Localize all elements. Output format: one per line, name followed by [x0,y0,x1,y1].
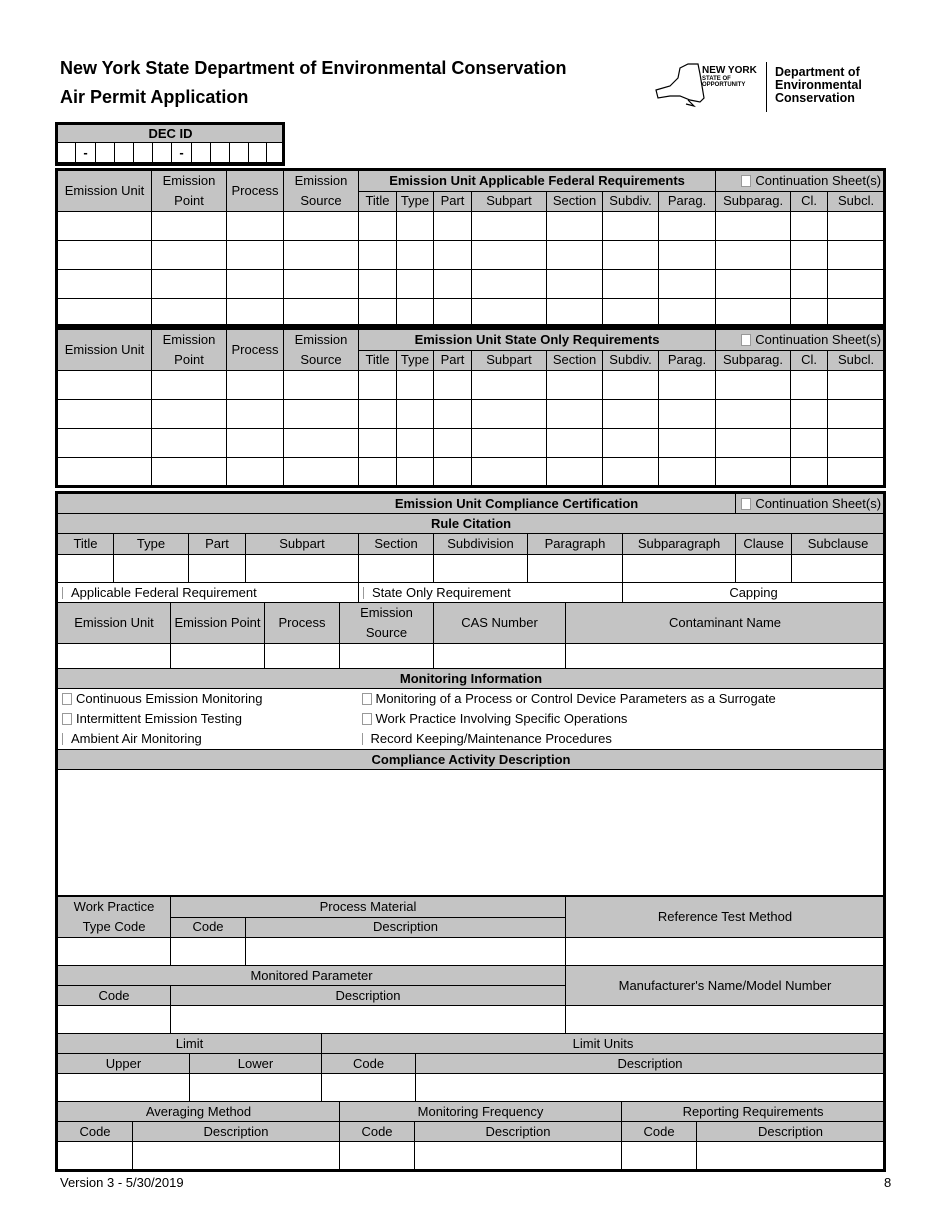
col-description: Description [416,1054,885,1074]
table-row[interactable] [58,299,885,327]
col-limit-units: Limit Units [322,1034,885,1054]
monitoring-checkbox[interactable] [362,713,372,725]
rule-col-title: Title [58,534,114,555]
monitoring-checkbox[interactable] [62,693,72,705]
col-code: Code [622,1122,697,1142]
averaging-table [57,1101,885,1170]
col-cas-number: CAS Number [434,603,566,644]
rule-col-clause: Clause [736,534,792,555]
continuation-sheets[interactable]: Continuation Sheet(s) [716,171,885,192]
ny-logo-text: NEW YORK STATE OF OPPORTUNITY [702,65,757,88]
subcol-parag: Parag. [659,350,716,371]
continuation-sheets[interactable]: Continuation Sheet(s) [716,330,885,351]
activity-heading: Compliance Activity Description [58,750,885,770]
col-emission-source: Emission Source [284,330,359,371]
subcol-title: Title [359,191,397,212]
monitoring-option-cem[interactable]: Continuous Emission Monitoring [58,689,358,709]
applicable-federal-checkbox[interactable] [62,587,67,599]
col-lower: Lower [190,1054,322,1074]
state-requirements-heading: Emission Unit State Only Requirements [359,330,716,351]
dec-id-digit[interactable] [230,143,249,163]
subcol-subcl: Subcl. [828,191,885,212]
subcol-part: Part [434,350,472,371]
dec-id-digit[interactable] [96,143,115,163]
col-emission-unit: Emission Unit [58,330,152,371]
monitoring-checkbox[interactable] [62,733,67,745]
form-title: Air Permit Application [60,87,249,107]
dec-id-dash: - [172,143,192,163]
continuation-checkbox[interactable] [741,334,751,346]
dec-id-dash: - [76,143,96,163]
table-row[interactable] [58,1006,885,1034]
rule-citation-heading: Rule Citation [58,514,885,534]
col-code: Code [58,1122,133,1142]
federal-requirements-heading: Emission Unit Applicable Federal Requirements [359,171,716,192]
col-monitoring-frequency: Monitoring Frequency [340,1102,622,1122]
monitoring-checkbox[interactable] [362,693,372,705]
col-averaging-method: Averaging Method [58,1102,340,1122]
table-row[interactable] [58,241,885,270]
limit-table [57,1033,885,1102]
monitoring-heading: Monitoring Information [58,669,885,689]
subcol-subpart: Subpart [472,191,547,212]
continuation-checkbox[interactable] [741,498,751,510]
state-only-option[interactable]: State Only Requirement [359,583,623,603]
table-row[interactable] [58,371,885,400]
subcol-part: Part [434,191,472,212]
col-emission-point: Emission Point [152,171,227,212]
compliance-rule-table [57,493,885,603]
compliance-heading: Emission Unit Compliance Certification [58,494,736,514]
table-row[interactable] [58,938,885,967]
subcol-type: Type [397,350,434,371]
col-description: Description [133,1122,340,1142]
col-work-practice-type-code: Work Practice Type Code [58,897,171,938]
monitoring-option-record-keeping[interactable]: Record Keeping/Maintenance Procedures [358,729,885,750]
col-description: Description [697,1122,885,1142]
dec-id-digit[interactable] [267,143,284,163]
col-reference-test-method: Reference Test Method [566,897,885,938]
monitoring-checkbox[interactable] [362,733,367,745]
state-requirements-table [57,329,885,486]
col-contaminant-name: Contaminant Name [566,603,885,644]
col-description: Description [246,917,566,938]
monitoring-option-surrogate[interactable]: Monitoring of a Process or Control Device Parameters as a Surrogate [358,689,885,709]
rule-col-subdivision: Subdivision [434,534,528,555]
rule-col-type: Type [114,534,189,555]
rule-col-subparagraph: Subparagraph [623,534,736,555]
dec-id-digit[interactable] [153,143,172,163]
version-label: Version 3 - 5/30/2019 [60,1175,184,1190]
col-emission-point: Emission Point [171,603,265,644]
dec-id-digit[interactable] [134,143,153,163]
subcol-subparag: Subparag. [716,350,791,371]
subcol-cl: Cl. [791,350,828,371]
dec-id-digit[interactable] [58,143,76,163]
subcol-title: Title [359,350,397,371]
table-row[interactable] [58,429,885,458]
continuation-checkbox[interactable] [741,175,751,187]
rule-col-section: Section [359,534,434,555]
subcol-section: Section [547,191,603,212]
dec-id-label: DEC ID [58,125,284,143]
rule-col-paragraph: Paragraph [528,534,623,555]
rule-col-subclause: Subclause [792,534,885,555]
table-row[interactable] [58,1142,885,1170]
capping-option[interactable]: Capping [623,583,885,603]
col-emission-unit: Emission Unit [58,171,152,212]
subcol-type: Type [397,191,434,212]
col-code: Code [322,1054,416,1074]
state-only-checkbox[interactable] [363,587,368,599]
col-process-material: Process Material [171,897,566,918]
col-monitored-parameter: Monitored Parameter [58,966,566,986]
monitoring-table [57,668,885,896]
subcol-subpart: Subpart [472,350,547,371]
applicable-federal-option[interactable]: Applicable Federal Requirement [58,583,359,603]
compliance-unit-table [57,602,885,673]
col-code: Code [171,917,246,938]
monitored-parameter-table [57,965,885,1034]
subcol-subparag: Subparag. [716,191,791,212]
process-material-table [57,896,885,967]
col-emission-point: Emission Point [152,330,227,371]
col-description: Description [415,1122,622,1142]
table-row[interactable] [58,458,885,486]
federal-requirements-table [57,170,885,327]
subcol-section: Section [547,350,603,371]
dec-id-digit[interactable] [192,143,211,163]
col-upper: Upper [58,1054,190,1074]
subcol-subcl: Subcl. [828,350,885,371]
dec-id-table [57,124,284,163]
dec-id-digit[interactable] [211,143,230,163]
table-row[interactable] [58,270,885,299]
subcol-cl: Cl. [791,191,828,212]
col-code: Code [58,986,171,1006]
col-code: Code [340,1122,415,1142]
table-row[interactable] [58,1074,885,1102]
col-process: Process [265,603,340,644]
ny-state-outline-icon [650,60,706,108]
col-reporting-requirements: Reporting Requirements [622,1102,885,1122]
col-emission-unit: Emission Unit [58,603,171,644]
monitoring-checkbox[interactable] [62,713,72,725]
monitoring-option-intermittent[interactable]: Intermittent Emission Testing [58,709,358,729]
monitoring-option-ambient[interactable]: Ambient Air Monitoring [58,729,358,750]
col-description: Description [171,986,566,1006]
table-row[interactable] [58,212,885,241]
dec-logo-text: Department of Environmental Conservation [775,65,862,105]
col-emission-source: Emission Source [284,171,359,212]
subcol-subdiv: Subdiv. [603,350,659,371]
continuation-sheets[interactable]: Continuation Sheet(s) [736,494,885,514]
col-process: Process [227,171,284,212]
form-agency-title: New York State Department of Environmental Conservation [60,58,567,78]
table-row[interactable] [58,400,885,429]
subcol-subdiv: Subdiv. [603,191,659,212]
dec-id-digit[interactable] [249,143,267,163]
monitoring-option-work-practice[interactable]: Work Practice Involving Specific Operations [358,709,885,729]
col-limit: Limit [58,1034,322,1054]
subcol-parag: Parag. [659,191,716,212]
rule-col-part: Part [189,534,246,555]
table-row[interactable] [58,555,885,583]
dec-id-digit[interactable] [115,143,134,163]
col-emission-source: Emission Source [340,603,434,644]
rule-col-subpart: Subpart [246,534,359,555]
col-process: Process [227,330,284,371]
dec-logo [650,58,890,116]
page-number: 8 [884,1175,892,1190]
col-manufacturer: Manufacturer's Name/Model Number [566,966,885,1006]
activity-description-field[interactable] [58,770,885,896]
